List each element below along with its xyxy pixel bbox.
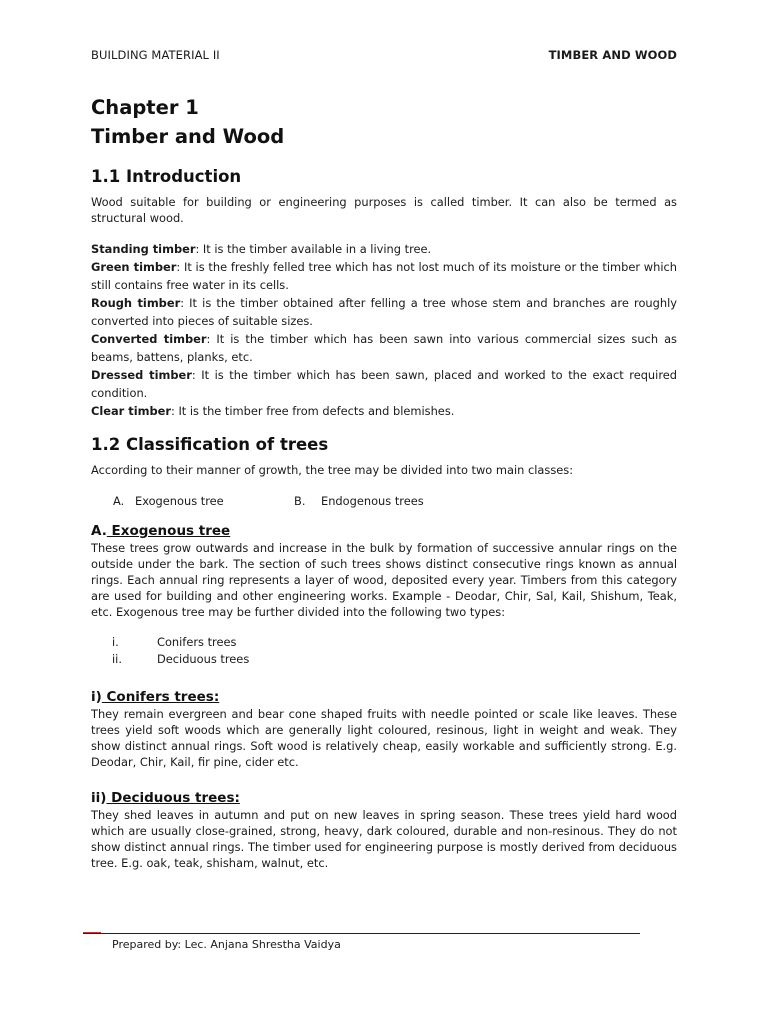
subheading-prefix: ii) (91, 790, 107, 806)
definition-text: : It is the timber available in a living tree. (195, 242, 432, 256)
list-item (294, 492, 424, 510)
conifers-paragraph: They remain evergreen and bear cone shaped fruits with needle pointed or scale like leaves. These trees yield soft woods which are generally light coloured, resinous, light in weight and weak. They show distinct annual rings. Soft wood is relatively cheap, easily workable and sufficiently strong. E.g. Deodar, Chir, Kail, fir pine, cider etc. (91, 707, 677, 769)
definition-text: : It is the timber obtained after felling a tree whose stem and branches are roughly converted into pieces of suitable sizes. (91, 296, 677, 328)
deciduous-paragraph: They shed leaves in autumn and put on new leaves in spring season. These trees yield hard wood which are usually close-grained, strong, heavy, dark coloured, durable and non-resinous. They do not show distinct annual rings. The timber used for engineering purpose is mostly derived from deciduous tree. E.g. oak, teak, shisham, walnut, etc. (91, 808, 677, 870)
timber-definitions (91, 240, 677, 420)
subheading-prefix: A. (91, 523, 107, 539)
definition-dressed-timber (91, 366, 677, 402)
running-header-right: TIMBER AND WOOD (548, 48, 677, 62)
definition-term: Converted timber (91, 332, 207, 346)
list-item (91, 492, 294, 510)
subheading-deciduous-trees (91, 789, 677, 807)
definition-green-timber (91, 258, 677, 294)
chapter-number: Chapter 1 (91, 96, 199, 119)
definition-term: Rough timber (91, 296, 181, 310)
classification-paragraph: According to their manner of growth, the tree may be divided into two main classes: (91, 463, 574, 477)
definition-converted-timber (91, 330, 677, 366)
list-label: Exogenous tree (135, 494, 224, 508)
section-heading-introduction: 1.1 Introduction (91, 167, 242, 186)
footer-author: Prepared by: Lec. Anjana Shrestha Vaidya (112, 938, 341, 951)
tree-class-list (91, 492, 677, 510)
definition-text: : It is the freshly felled tree which has not lost much of its moisture or the timber which still contains free water in its cells. (91, 260, 677, 292)
definition-text: : It is the timber which has been sawn into various commercial sizes such as beams, battens, planks, etc. (91, 332, 677, 364)
chapter-title: Timber and Wood (91, 125, 285, 148)
definition-standing-timber (91, 240, 677, 258)
list-marker: i. (112, 635, 119, 649)
subheading-text: Deciduous trees: (106, 790, 240, 806)
exogenous-types-list (91, 634, 677, 668)
definition-text: : It is the timber free from defects and blemishes. (170, 404, 455, 418)
definition-text: : It is the timber which has been sawn, placed and worked to the exact required condition. (91, 368, 677, 400)
definition-term: Dressed timber (91, 368, 192, 382)
list-marker: B. (294, 494, 306, 508)
definition-rough-timber (91, 294, 677, 330)
section-heading-classification: 1.2 Classification of trees (91, 435, 329, 454)
footer-rule-accent (83, 932, 101, 933)
subheading-exogenous-tree (91, 522, 677, 540)
footer-rule (83, 933, 640, 934)
list-item (91, 651, 677, 668)
definition-term: Standing timber (91, 242, 196, 256)
list-marker: A. (113, 494, 125, 508)
subheading-text: Conifers trees: (101, 689, 220, 705)
introduction-paragraph: Wood suitable for building or engineering purposes is called timber. It can also be termed as structural wood. (91, 195, 677, 225)
exogenous-paragraph: These trees grow outwards and increase in the bulk by formation of successive annular rings on the outside under the bark. The section of such trees shows distinct consecutive rings known as annual rings. Each annual ring represents a layer of wood, deposited every year. Timbers from this category are used for building and other engineering works. Example - Deodar, Chir, Sal, Kail, Shishum, Teak, etc. Exogenous tree may be further divided into the following two types: (91, 541, 677, 619)
definition-clear-timber (91, 402, 677, 420)
list-label: Endogenous trees (321, 494, 424, 508)
page-content (91, 93, 677, 871)
list-label: Conifers trees (157, 635, 237, 649)
list-item (91, 634, 677, 651)
definition-term: Clear timber (91, 404, 171, 418)
subheading-conifers-trees (91, 688, 677, 706)
subheading-text: Exogenous tree (106, 523, 231, 539)
list-label: Deciduous trees (157, 652, 250, 666)
subheading-prefix: i) (91, 689, 102, 705)
running-header-left: BUILDING MATERIAL II (91, 48, 220, 62)
definition-term: Green timber (91, 260, 177, 274)
list-marker: ii. (112, 652, 122, 666)
